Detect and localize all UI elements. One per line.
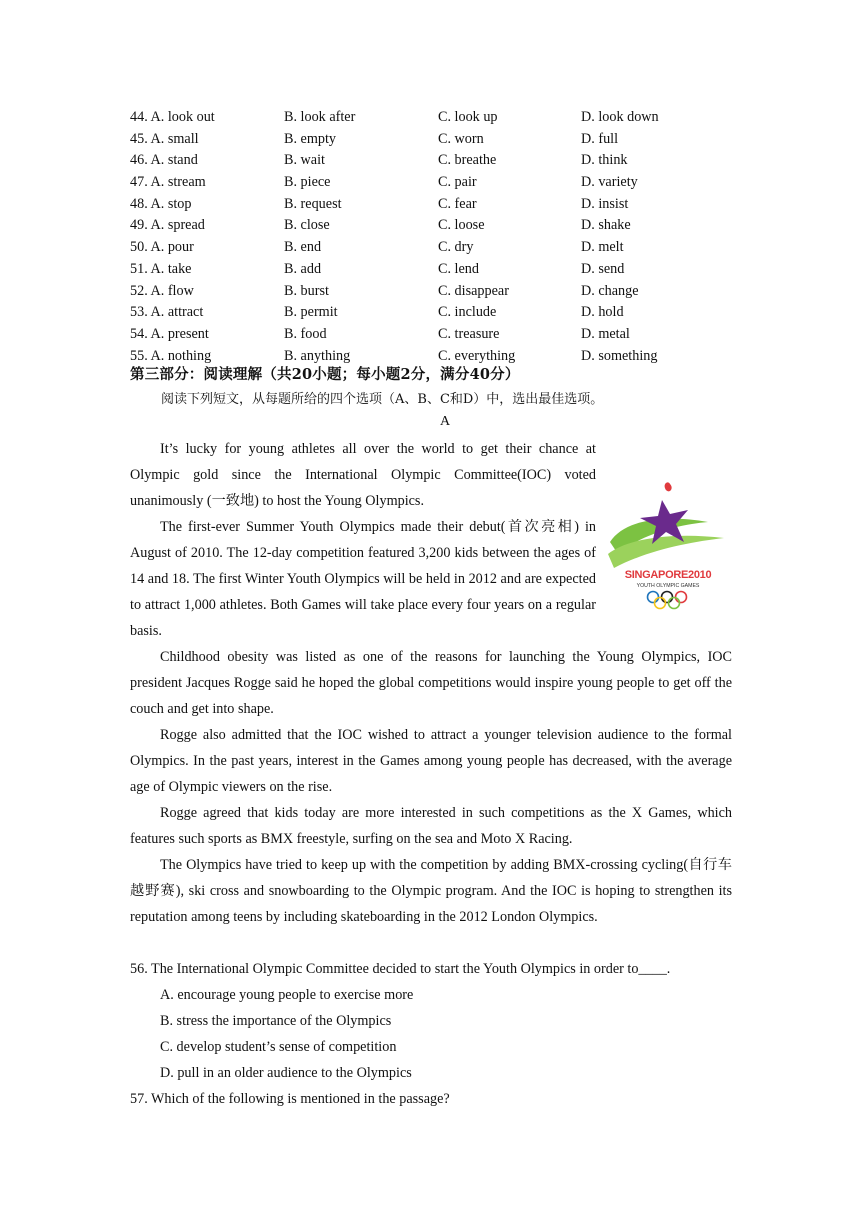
logo-title: SINGAPORE2010: [624, 569, 712, 581]
option-d: D. change: [581, 282, 639, 299]
option-b: B. burst: [284, 282, 329, 299]
option-d: D. something: [581, 347, 658, 364]
option-c: C. disappear: [438, 282, 509, 299]
option-a: 51. A. take: [130, 260, 192, 277]
option-c: C. fear: [438, 195, 477, 212]
option-row: [130, 324, 750, 346]
option-a: 45. A. small: [130, 130, 199, 147]
option-row: [130, 215, 750, 237]
option-d: D. think: [581, 152, 628, 169]
question-56-choice-c: C. develop student’s sense of competition: [160, 1039, 397, 1055]
option-c: C. loose: [438, 217, 485, 234]
paragraph-4: Rogge also admitted that the IOC wished to attract a younger television audience to the formal Olympics. In the past years, interest in the Games among young people has decreased, with the average age of Olympic viewers on the rise.: [130, 727, 732, 795]
option-row: [130, 259, 750, 281]
option-a: 44. A. look out: [130, 109, 215, 125]
option-c: C. pair: [438, 174, 477, 191]
option-d: D. insist: [581, 195, 629, 212]
option-c: C. include: [438, 304, 497, 321]
paragraph-1: It’s lucky for young athletes all over the world to get their chance at Olympic gold since the International Olympic Committee(IOC) voted unanimously (一致地) to host the Young Olympics.: [130, 441, 596, 509]
option-a: 49. A. spread: [130, 217, 205, 234]
option-b: B. close: [284, 217, 330, 234]
option-row: [130, 281, 750, 303]
option-c: C. look up: [438, 109, 498, 125]
option-d: D. metal: [581, 325, 630, 342]
option-a: 47. A. stream: [130, 174, 206, 191]
option-d: D. hold: [581, 304, 624, 321]
paragraph-3: Childhood obesity was listed as one of the reasons for launching the Young Olympics, IOC president Jacques Rogge said he hoped the global competitions would inspire young people to get off the couch and get into shape.: [130, 649, 732, 717]
option-row: [130, 302, 750, 324]
option-d: D. variety: [581, 174, 638, 191]
option-b: B. look after: [284, 109, 356, 125]
option-row: [130, 150, 750, 172]
option-a: 46. A. stand: [130, 152, 198, 169]
option-d: D. look down: [581, 109, 659, 125]
option-c: C. treasure: [438, 325, 500, 342]
option-b: B. wait: [284, 152, 325, 169]
olympic-rings-icon: [648, 592, 687, 609]
option-c: C. worn: [438, 130, 484, 147]
option-a: 53. A. attract: [130, 304, 204, 321]
option-b: B. food: [284, 325, 327, 342]
logo-subtitle: YOUTH OLYMPIC GAMES: [636, 583, 700, 589]
option-b: B. anything: [284, 347, 351, 364]
cloze-options-grid: [130, 107, 750, 367]
option-d: D. full: [581, 130, 619, 147]
paragraph-2: The first-ever Summer Youth Olympics made their debut(首次亮相) in August of 2010. The 12-day competition featured 3,200 kids between the ages of 14 and 18. The first Winter Youth Olympics will be held in 2012 and are expected to attract 1,000 athletes. Both Games will take place every four years on a regular basis.: [130, 519, 596, 639]
option-b: B. piece: [284, 174, 331, 191]
option-row: [130, 107, 750, 129]
reading-passage: [130, 436, 732, 930]
option-c: C. breathe: [438, 152, 497, 169]
option-d: D. melt: [581, 239, 624, 256]
option-c: C. everything: [438, 347, 516, 364]
passage-letter: A: [439, 414, 451, 429]
paragraph-5: Rogge agreed that kids today are more interested in such competitions as the X Games, which features such sports as BMX freestyle, surfing on the sea and Moto X Racing.: [130, 805, 732, 847]
option-b: B. end: [284, 239, 322, 256]
question-56-choice-b: B. stress the importance of the Olympics: [160, 1013, 392, 1029]
option-c: C. lend: [438, 260, 479, 277]
option-row: [130, 194, 750, 216]
question-56: 56. The International Olympic Committee decided to start the Youth Olympics in order to____.: [130, 961, 671, 977]
section-heading: 第三部分：阅读理解（共20小题；每小题2分，满分40分）: [130, 366, 520, 383]
option-b: B. empty: [284, 130, 337, 147]
logo-graphic: [604, 480, 732, 612]
option-a: 50. A. pour: [130, 239, 194, 256]
option-a: 48. A. stop: [130, 195, 192, 212]
option-b: B. add: [284, 260, 322, 277]
question-56-choice-a: A. encourage young people to exercise more: [160, 987, 414, 1003]
question-57: 57. Which of the following is mentioned in the passage?: [130, 1091, 450, 1107]
youth-olympics-logo: [604, 480, 732, 612]
option-c: C. dry: [438, 239, 474, 256]
section-instruction: 阅读下列短文，从每题所给的四个选项（A、B、C和D）中，选出最佳选项。: [161, 392, 604, 407]
question-56-choice-d: D. pull in an older audience to the Olympics: [160, 1065, 412, 1081]
option-row: [130, 129, 750, 151]
option-d: D. shake: [581, 217, 631, 234]
option-b: B. permit: [284, 304, 338, 321]
option-a: 52. A. flow: [130, 282, 194, 299]
option-b: B. request: [284, 195, 342, 212]
paragraph-6: The Olympics have tried to keep up with the competition by adding BMX-crossing cycling(自行车越野赛), ski cross and snowboarding to the Olympic program. And the IOC is hoping to strengthen its reputation among teens by including skateboarding in the 2012 London Olympics.: [130, 857, 732, 925]
option-d: D. send: [581, 260, 625, 277]
option-a: 55. A. nothing: [130, 347, 212, 364]
option-row: [130, 172, 750, 194]
option-a: 54. A. present: [130, 325, 209, 342]
option-row: [130, 237, 750, 259]
